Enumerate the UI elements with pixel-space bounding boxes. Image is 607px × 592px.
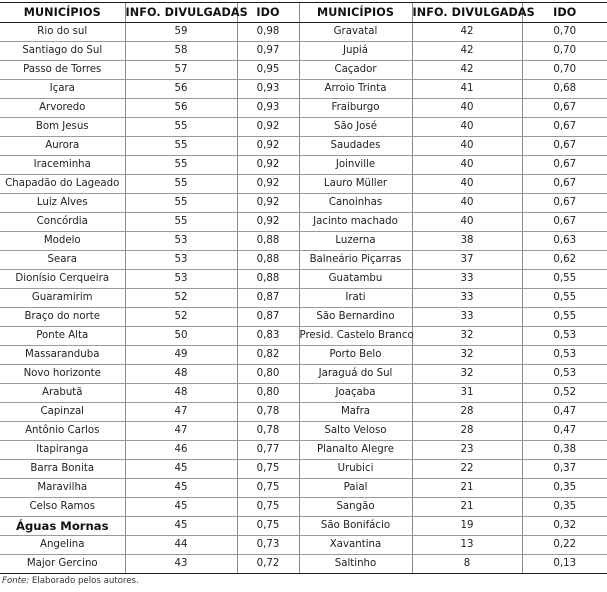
- left-municipality-cell: Passo de Torres: [0, 61, 125, 80]
- right-municipality-cell: Irati: [299, 289, 412, 308]
- left-municipality-cell: Aurora: [0, 137, 125, 156]
- table-row: [0, 175, 607, 194]
- left-info-cell: 45: [125, 498, 237, 517]
- left-ido-cell: 0,92: [237, 137, 299, 156]
- right-info-cell: 23: [412, 441, 522, 460]
- right-ido-cell: 0,70: [522, 61, 607, 80]
- table-row: [0, 99, 607, 118]
- header-info-left: INFO. DIVULGADAS: [125, 3, 237, 23]
- right-info-cell: 21: [412, 498, 522, 517]
- left-ido-cell: 0,93: [237, 99, 299, 118]
- right-municipality-cell: Joinville: [299, 156, 412, 175]
- left-ido-cell: 0,75: [237, 517, 299, 536]
- right-ido-cell: 0,53: [522, 327, 607, 346]
- table-row: [0, 308, 607, 327]
- right-ido-cell: 0,22: [522, 536, 607, 555]
- left-info-cell: 57: [125, 61, 237, 80]
- left-municipality-cell: Arabutã: [0, 384, 125, 403]
- header-ido-left: IDO: [237, 3, 299, 23]
- table-row: [0, 517, 607, 536]
- left-ido-cell: 0,92: [237, 118, 299, 137]
- table-row: [0, 270, 607, 289]
- right-municipality-cell: Jupiá: [299, 42, 412, 61]
- left-municipality-cell: Águas Mornas: [0, 517, 125, 536]
- left-info-cell: 45: [125, 517, 237, 536]
- left-info-cell: 55: [125, 213, 237, 232]
- right-ido-cell: 0,68: [522, 80, 607, 99]
- ido-table: [0, 2, 607, 574]
- right-info-cell: 8: [412, 555, 522, 574]
- left-info-cell: 55: [125, 118, 237, 137]
- left-ido-cell: 0,75: [237, 498, 299, 517]
- table-row: [0, 403, 607, 422]
- right-municipality-cell: Canoinhas: [299, 194, 412, 213]
- left-ido-cell: 0,75: [237, 460, 299, 479]
- left-ido-cell: 0,87: [237, 289, 299, 308]
- left-municipality-cell: Antônio Carlos: [0, 422, 125, 441]
- table-row: [0, 289, 607, 308]
- left-municipality-cell: Arvoredo: [0, 99, 125, 118]
- source-text: Elaborado pelos autores.: [29, 576, 139, 586]
- left-info-cell: 52: [125, 289, 237, 308]
- table-row: [0, 232, 607, 251]
- table-row: [0, 213, 607, 232]
- table-row: [0, 42, 607, 61]
- left-ido-cell: 0,75: [237, 479, 299, 498]
- right-info-cell: 31: [412, 384, 522, 403]
- header-municipios-right: MUNICÍPIOS: [299, 3, 412, 23]
- right-info-cell: 37: [412, 251, 522, 270]
- left-municipality-cell: Guaramirim: [0, 289, 125, 308]
- table-row: [0, 80, 607, 99]
- left-municipality-cell: Iraceminha: [0, 156, 125, 175]
- left-ido-cell: 0,78: [237, 422, 299, 441]
- left-info-cell: 55: [125, 137, 237, 156]
- left-municipality-cell: Ponte Alta: [0, 327, 125, 346]
- left-municipality-cell: Novo horizonte: [0, 365, 125, 384]
- table-row: [0, 498, 607, 517]
- right-municipality-cell: Arroio Trinta: [299, 80, 412, 99]
- table-row: [0, 441, 607, 460]
- right-info-cell: 28: [412, 403, 522, 422]
- left-info-cell: 55: [125, 156, 237, 175]
- right-municipality-cell: Urubici: [299, 460, 412, 479]
- right-info-cell: 32: [412, 346, 522, 365]
- table-row: [0, 422, 607, 441]
- left-info-cell: 45: [125, 460, 237, 479]
- right-ido-cell: 0,53: [522, 346, 607, 365]
- left-ido-cell: 0,78: [237, 403, 299, 422]
- left-info-cell: 55: [125, 175, 237, 194]
- table-header: [0, 3, 607, 23]
- left-municipality-cell: Bom Jesus: [0, 118, 125, 137]
- right-ido-cell: 0,70: [522, 42, 607, 61]
- right-ido-cell: 0,55: [522, 289, 607, 308]
- left-municipality-cell: Seara: [0, 251, 125, 270]
- right-ido-cell: 0,63: [522, 232, 607, 251]
- left-ido-cell: 0,72: [237, 555, 299, 574]
- right-ido-cell: 0,35: [522, 498, 607, 517]
- right-info-cell: 40: [412, 175, 522, 194]
- left-ido-cell: 0,73: [237, 536, 299, 555]
- right-info-cell: 13: [412, 536, 522, 555]
- right-info-cell: 40: [412, 137, 522, 156]
- left-ido-cell: 0,97: [237, 42, 299, 61]
- table-row: [0, 327, 607, 346]
- left-info-cell: 45: [125, 479, 237, 498]
- right-ido-cell: 0,35: [522, 479, 607, 498]
- left-municipality-cell: Rio do sul: [0, 23, 125, 42]
- right-info-cell: 32: [412, 327, 522, 346]
- left-municipality-cell: Capinzal: [0, 403, 125, 422]
- left-ido-cell: 0,80: [237, 365, 299, 384]
- left-municipality-cell: Barra Bonita: [0, 460, 125, 479]
- right-ido-cell: 0,52: [522, 384, 607, 403]
- right-municipality-cell: Luzerna: [299, 232, 412, 251]
- left-ido-cell: 0,93: [237, 80, 299, 99]
- right-ido-cell: 0,37: [522, 460, 607, 479]
- left-info-cell: 55: [125, 194, 237, 213]
- left-municipality-cell: Maravilha: [0, 479, 125, 498]
- left-info-cell: 50: [125, 327, 237, 346]
- right-ido-cell: 0,67: [522, 175, 607, 194]
- right-ido-cell: 0,55: [522, 308, 607, 327]
- right-municipality-cell: Lauro Müller: [299, 175, 412, 194]
- right-ido-cell: 0,67: [522, 213, 607, 232]
- right-municipality-cell: Saudades: [299, 137, 412, 156]
- table-row: [0, 118, 607, 137]
- right-municipality-cell: Guatambu: [299, 270, 412, 289]
- left-municipality-cell: Angelina: [0, 536, 125, 555]
- left-info-cell: 53: [125, 270, 237, 289]
- right-info-cell: 19: [412, 517, 522, 536]
- right-info-cell: 32: [412, 365, 522, 384]
- left-info-cell: 48: [125, 365, 237, 384]
- left-municipality-cell: Concórdia: [0, 213, 125, 232]
- table-row: [0, 384, 607, 403]
- right-municipality-cell: Saltinho: [299, 555, 412, 574]
- header-row: [0, 3, 607, 23]
- right-ido-cell: 0,70: [522, 23, 607, 42]
- right-municipality-cell: São Bernardino: [299, 308, 412, 327]
- right-info-cell: 40: [412, 194, 522, 213]
- right-ido-cell: 0,67: [522, 137, 607, 156]
- right-municipality-cell: Xavantina: [299, 536, 412, 555]
- table-row: [0, 156, 607, 175]
- right-ido-cell: 0,62: [522, 251, 607, 270]
- table-row: [0, 137, 607, 156]
- right-municipality-cell: Presid. Castelo Branco: [299, 327, 412, 346]
- left-municipality-cell: Celso Ramos: [0, 498, 125, 517]
- right-municipality-cell: Paial: [299, 479, 412, 498]
- right-municipality-cell: Caçador: [299, 61, 412, 80]
- right-info-cell: 41: [412, 80, 522, 99]
- right-ido-cell: 0,32: [522, 517, 607, 536]
- table-row: [0, 23, 607, 42]
- left-ido-cell: 0,92: [237, 156, 299, 175]
- right-municipality-cell: Mafra: [299, 403, 412, 422]
- right-municipality-cell: Sangão: [299, 498, 412, 517]
- right-municipality-cell: Jacinto machado: [299, 213, 412, 232]
- right-municipality-cell: Joaçaba: [299, 384, 412, 403]
- table-row: [0, 194, 607, 213]
- right-info-cell: 33: [412, 270, 522, 289]
- right-ido-cell: 0,67: [522, 156, 607, 175]
- left-ido-cell: 0,88: [237, 270, 299, 289]
- right-municipality-cell: Porto Belo: [299, 346, 412, 365]
- table-row: [0, 536, 607, 555]
- right-ido-cell: 0,67: [522, 194, 607, 213]
- right-municipality-cell: São Bonifácio: [299, 517, 412, 536]
- left-info-cell: 59: [125, 23, 237, 42]
- right-ido-cell: 0,67: [522, 99, 607, 118]
- header-municipios-left: MUNICÍPIOS: [0, 3, 125, 23]
- left-info-cell: 44: [125, 536, 237, 555]
- table-row: [0, 479, 607, 498]
- right-info-cell: 40: [412, 156, 522, 175]
- left-municipality-cell: Braço do norte: [0, 308, 125, 327]
- left-municipality-cell: Içara: [0, 80, 125, 99]
- left-info-cell: 47: [125, 422, 237, 441]
- right-municipality-cell: Gravatal: [299, 23, 412, 42]
- left-ido-cell: 0,92: [237, 194, 299, 213]
- left-ido-cell: 0,87: [237, 308, 299, 327]
- right-municipality-cell: Fraiburgo: [299, 99, 412, 118]
- right-info-cell: 42: [412, 42, 522, 61]
- left-ido-cell: 0,92: [237, 213, 299, 232]
- right-info-cell: 40: [412, 99, 522, 118]
- right-info-cell: 33: [412, 308, 522, 327]
- left-municipality-cell: Chapadão do Lageado: [0, 175, 125, 194]
- left-ido-cell: 0,83: [237, 327, 299, 346]
- right-info-cell: 28: [412, 422, 522, 441]
- left-ido-cell: 0,80: [237, 384, 299, 403]
- left-info-cell: 43: [125, 555, 237, 574]
- right-municipality-cell: Balneário Piçarras: [299, 251, 412, 270]
- right-ido-cell: 0,38: [522, 441, 607, 460]
- source-note: [2, 576, 139, 586]
- right-ido-cell: 0,47: [522, 403, 607, 422]
- right-ido-cell: 0,55: [522, 270, 607, 289]
- table-body: [0, 23, 607, 574]
- left-municipality-cell: Santiago do Sul: [0, 42, 125, 61]
- left-info-cell: 46: [125, 441, 237, 460]
- left-info-cell: 53: [125, 251, 237, 270]
- source-label: Fonte:: [2, 576, 30, 586]
- left-ido-cell: 0,95: [237, 61, 299, 80]
- left-info-cell: 58: [125, 42, 237, 61]
- left-ido-cell: 0,92: [237, 175, 299, 194]
- left-municipality-cell: Itapiranga: [0, 441, 125, 460]
- right-ido-cell: 0,67: [522, 118, 607, 137]
- table-row: [0, 346, 607, 365]
- left-info-cell: 48: [125, 384, 237, 403]
- right-info-cell: 42: [412, 61, 522, 80]
- right-municipality-cell: São José: [299, 118, 412, 137]
- left-ido-cell: 0,88: [237, 251, 299, 270]
- right-municipality-cell: Planalto Alegre: [299, 441, 412, 460]
- right-ido-cell: 0,53: [522, 365, 607, 384]
- left-ido-cell: 0,82: [237, 346, 299, 365]
- left-ido-cell: 0,88: [237, 232, 299, 251]
- left-municipality-cell: Massaranduba: [0, 346, 125, 365]
- left-info-cell: 56: [125, 80, 237, 99]
- header-info-right: INFO. DIVULGADAS: [412, 3, 522, 23]
- left-municipality-cell: Modelo: [0, 232, 125, 251]
- left-municipality-cell: Dionísio Cerqueira: [0, 270, 125, 289]
- left-info-cell: 47: [125, 403, 237, 422]
- right-info-cell: 40: [412, 213, 522, 232]
- right-info-cell: 40: [412, 118, 522, 137]
- table-wrapper: [0, 2, 607, 574]
- right-info-cell: 21: [412, 479, 522, 498]
- left-ido-cell: 0,77: [237, 441, 299, 460]
- table-row: [0, 61, 607, 80]
- left-municipality-cell: Luiz Alves: [0, 194, 125, 213]
- left-info-cell: 49: [125, 346, 237, 365]
- right-info-cell: 38: [412, 232, 522, 251]
- right-municipality-cell: Jaraguá do Sul: [299, 365, 412, 384]
- right-info-cell: 42: [412, 23, 522, 42]
- right-info-cell: 33: [412, 289, 522, 308]
- table-row: [0, 365, 607, 384]
- right-info-cell: 22: [412, 460, 522, 479]
- table-row: [0, 555, 607, 574]
- left-info-cell: 56: [125, 99, 237, 118]
- right-municipality-cell: Salto Veloso: [299, 422, 412, 441]
- table-row: [0, 251, 607, 270]
- table-row: [0, 460, 607, 479]
- right-ido-cell: 0,47: [522, 422, 607, 441]
- header-ido-right: IDO: [522, 3, 607, 23]
- left-info-cell: 52: [125, 308, 237, 327]
- left-ido-cell: 0,98: [237, 23, 299, 42]
- left-municipality-cell: Major Gercino: [0, 555, 125, 574]
- left-info-cell: 53: [125, 232, 237, 251]
- right-ido-cell: 0,13: [522, 555, 607, 574]
